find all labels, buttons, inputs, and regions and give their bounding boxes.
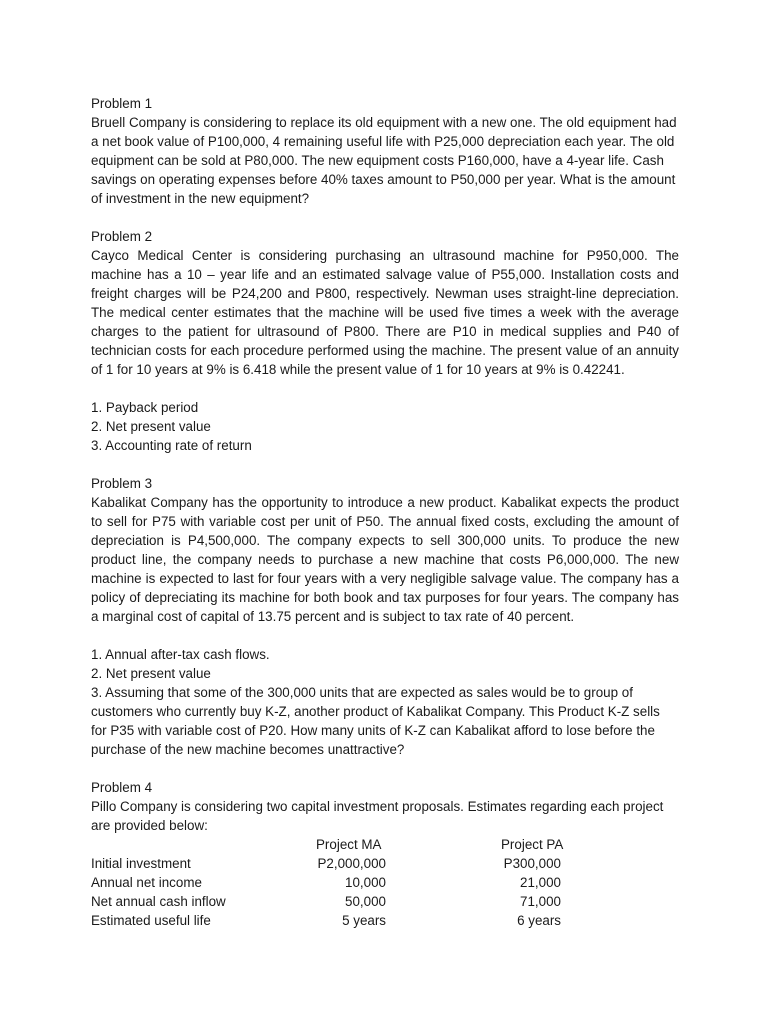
row-label: Annual net income [91,875,202,890]
problem-3-title: Problem 3 [91,476,153,491]
row-label: Net annual cash inflow [91,894,226,909]
table-row [91,854,651,873]
list-item: 1. Payback period [91,400,199,415]
document-page [91,94,679,949]
problem-2 [91,227,679,379]
list-item: 3. Accounting rate of return [91,438,252,453]
column-header-project-ma: Project MA [316,837,382,852]
problem-2-text: Cayco Medical Center is considering purchasing an ultrasound machine for P950,000. The machine has a 10 – year life and an estimated salvage value of P55,000. Installation costs and freight charges will be P24,200 and P800, respectively. Newman uses straight-line depreciation. The medical center estimates that the machine will be used five times a week with the average charges to the patient for ultrasound of P800. There are P10 in medical supplies and P40 of technician costs for each procedure performed using the machine. The present value of an annuity of 1 for 10 years at 9% is 6.418 while the present value of 1 for 10 years at 9% is 0.42241. [91,248,679,377]
cell-pa: P300,000 [503,856,561,871]
problem-3 [91,474,679,626]
problem-3-questions [91,645,679,759]
table-row [91,892,651,911]
row-label: Estimated useful life [91,913,211,928]
list-item: 1. Annual after-tax cash flows. [91,647,270,662]
problem-4 [91,778,679,930]
problem-4-text: Pillo Company is considering two capital investment proposals. Estimates regarding each project are provided below: [91,799,664,833]
cell-pa: 21,000 [520,875,561,890]
cell-pa: 6 years [517,913,561,928]
project-table [91,835,651,930]
problem-3-list [91,645,679,759]
list-item: 3. Assuming that some of the 300,000 units that are expected as sales would be to group of customers who currently buy K-Z, another product of Kabalikat Company. This Product K-Z sells for P35 with variable cost of P20. How many units of K-Z can Kabalikat afford to lose before the purchase of the new machine becomes unattractive? [91,685,660,757]
problem-2-list [91,398,679,455]
table-row [91,911,651,930]
problem-1-text: Bruell Company is considering to replace its old equipment with a new one. The old equipment had a net book value of P100,000, 4 remaining useful life with P25,000 depreciation each year. The old equipment can be sold at P80,000. The new equipment costs P160,000, have a 4-year life. Cash savings on operating expenses before 40% taxes amount to P50,000 per year. What is the amount of investment in the new equipment? [91,115,677,206]
problem-4-title: Problem 4 [91,780,153,795]
problem-3-text: Kabalikat Company has the opportunity to introduce a new product. Kabalikat expects the product to sell for P75 with variable cost per unit of P50. The annual fixed costs, excluding the amount of depreciation is P4,500,000. The company expects to sell 300,000 units. To produce the new product line, the company needs to purchase a new machine that costs P6,000,000. The new machine is expected to last for four years with a very negligible salvage value. The company has a policy of depreciating its machine for both book and tax purposes for four years. The company has a marginal cost of capital of 13.75 percent and is subject to tax rate of 40 percent. [91,495,679,624]
list-item: 2. Net present value [91,666,211,681]
table-header-row [91,835,651,854]
cell-ma: P2,000,000 [317,856,386,871]
cell-ma: 50,000 [345,894,386,909]
table-row [91,873,651,892]
cell-pa: 71,000 [520,894,561,909]
problem-2-questions [91,398,679,455]
problem-1-title: Problem 1 [91,96,153,111]
problem-2-title: Problem 2 [91,229,153,244]
cell-ma: 5 years [342,913,386,928]
cell-ma: 10,000 [345,875,386,890]
column-header-project-pa: Project PA [501,837,564,852]
list-item: 2. Net present value [91,419,211,434]
problem-1 [91,94,679,208]
row-label: Initial investment [91,856,191,871]
